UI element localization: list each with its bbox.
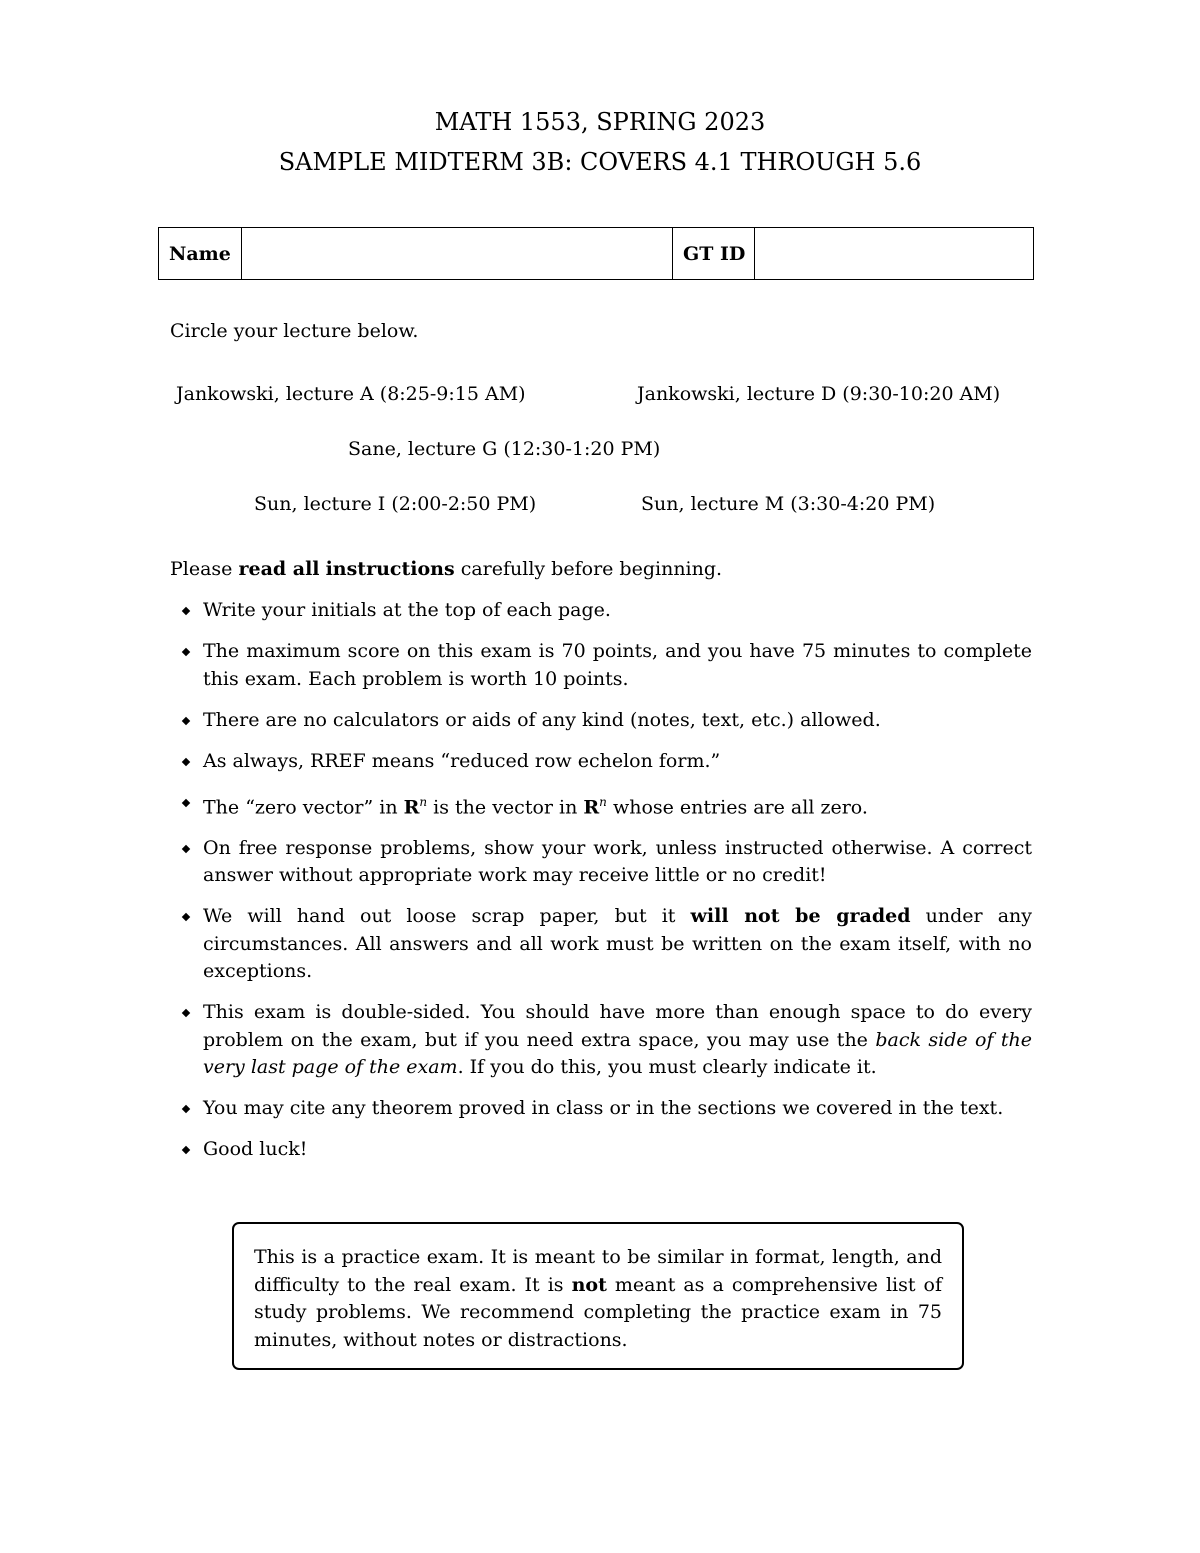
bullet-diamond-icon — [182, 913, 190, 921]
instruction-text: The “zero vector” in — [203, 795, 404, 818]
list-item — [170, 707, 1032, 735]
instruction-text: whose entries are all zero. — [606, 795, 868, 818]
intro-text: Please — [170, 558, 239, 580]
list-item — [170, 597, 1032, 625]
instruction-text: As always, RREF means “reduced row echelon form.” — [203, 749, 721, 772]
math-n: n — [419, 794, 428, 809]
bullet-diamond-icon — [182, 757, 190, 765]
gtid-field[interactable] — [755, 228, 1034, 280]
instruction-text: Good luck! — [203, 1138, 308, 1161]
list-item — [170, 748, 1032, 776]
exam-title: MATH 1553, SPRING 2023 — [434, 108, 766, 136]
bullet-diamond-icon — [182, 716, 190, 724]
exam-subtitle: SAMPLE MIDTERM 3B: COVERS 4.1 THROUGH 5.6 — [278, 148, 922, 176]
math-r: R — [403, 795, 420, 818]
name-field[interactable] — [242, 228, 673, 280]
math-n: n — [599, 794, 607, 809]
instruction-text: under any circumstances. All answers and all work must be written on the exam itself, with no exceptions. — [203, 905, 1032, 983]
instruction-text: We will hand out loose scrap paper, but it — [203, 905, 691, 928]
bullet-diamond-icon — [182, 1009, 190, 1017]
note-text: This is a practice exam. It is meant to be similar in format, length, and difficulty to the real exam. It is — [254, 1246, 942, 1296]
instruction-text: You may cite any theorem proved in class or in the sections we covered in the text. — [203, 1097, 1004, 1120]
lecture-option-d[interactable]: Jankowski, lecture D (9:30-10:20 AM) — [637, 383, 1001, 405]
instructions-list — [170, 597, 1032, 1177]
lecture-option-m[interactable]: Sun, lecture M (3:30-4:20 PM) — [641, 493, 936, 515]
instruction-text: The maximum score on this exam is 70 points, and you have 75 minutes to complete this exam. Each problem is worth 10 points. — [203, 640, 1032, 690]
lecture-prompt: Circle your lecture below. — [170, 320, 419, 342]
intro-bold-instructions: instructions — [325, 558, 455, 580]
list-item — [170, 789, 1032, 822]
list-item — [170, 835, 1032, 890]
instruction-text: is the vector in — [427, 795, 584, 818]
instruction-text: On free response problems, show your work, unless instructed otherwise. A correct answer without appropriate work may receive little or no credit! — [203, 836, 1032, 887]
note-text-end: meant as a comprehensive list of study problems. We recommend completing the practice exam in 75 minutes, without notes or distractions. — [254, 1273, 942, 1351]
list-item — [170, 999, 1032, 1082]
list-item — [170, 1095, 1032, 1123]
instruction-text: This exam is double-sided. You should have more than enough space to do every problem on the exam, but if you need extra space, you may use the — [203, 1001, 1032, 1051]
bullet-diamond-icon — [182, 845, 190, 853]
list-item — [170, 638, 1032, 693]
instructions-intro — [170, 558, 722, 580]
instruction-text: There are no calculators or aids of any kind (notes, text, etc.) allowed. — [203, 708, 881, 731]
gtid-label: GT ID — [673, 228, 755, 280]
instruction-bold: will not be graded — [690, 905, 911, 928]
practice-exam-note — [232, 1222, 964, 1370]
intro-bold-read-all: read all — [238, 558, 320, 580]
lecture-option-a[interactable]: Jankowski, lecture A (8:25-9:15 AM) — [176, 383, 526, 405]
lecture-option-g[interactable]: Sane, lecture G (12:30-1:20 PM) — [348, 438, 661, 460]
instruction-text: . If you do this, you must clearly indicate it. — [457, 1056, 877, 1079]
list-item — [170, 903, 1032, 986]
bullet-diamond-icon — [182, 648, 190, 656]
instruction-text: Write your initials at the top of each page. — [203, 599, 611, 621]
list-item — [170, 1136, 1032, 1164]
math-r: R — [583, 795, 600, 818]
student-id-table — [158, 227, 1034, 280]
instruction-italic: back side of the very last page of the exam — [203, 1028, 1032, 1079]
name-label: Name — [159, 228, 242, 280]
bullet-diamond-icon — [182, 607, 190, 615]
bullet-diamond-icon — [182, 1105, 190, 1113]
lecture-option-i[interactable]: Sun, lecture I (2:00-2:50 PM) — [254, 493, 537, 515]
bullet-diamond-icon — [182, 798, 190, 806]
bullet-diamond-icon — [182, 1146, 190, 1154]
intro-text-end: carefully before beginning. — [454, 558, 723, 580]
note-bold: not — [571, 1273, 607, 1296]
